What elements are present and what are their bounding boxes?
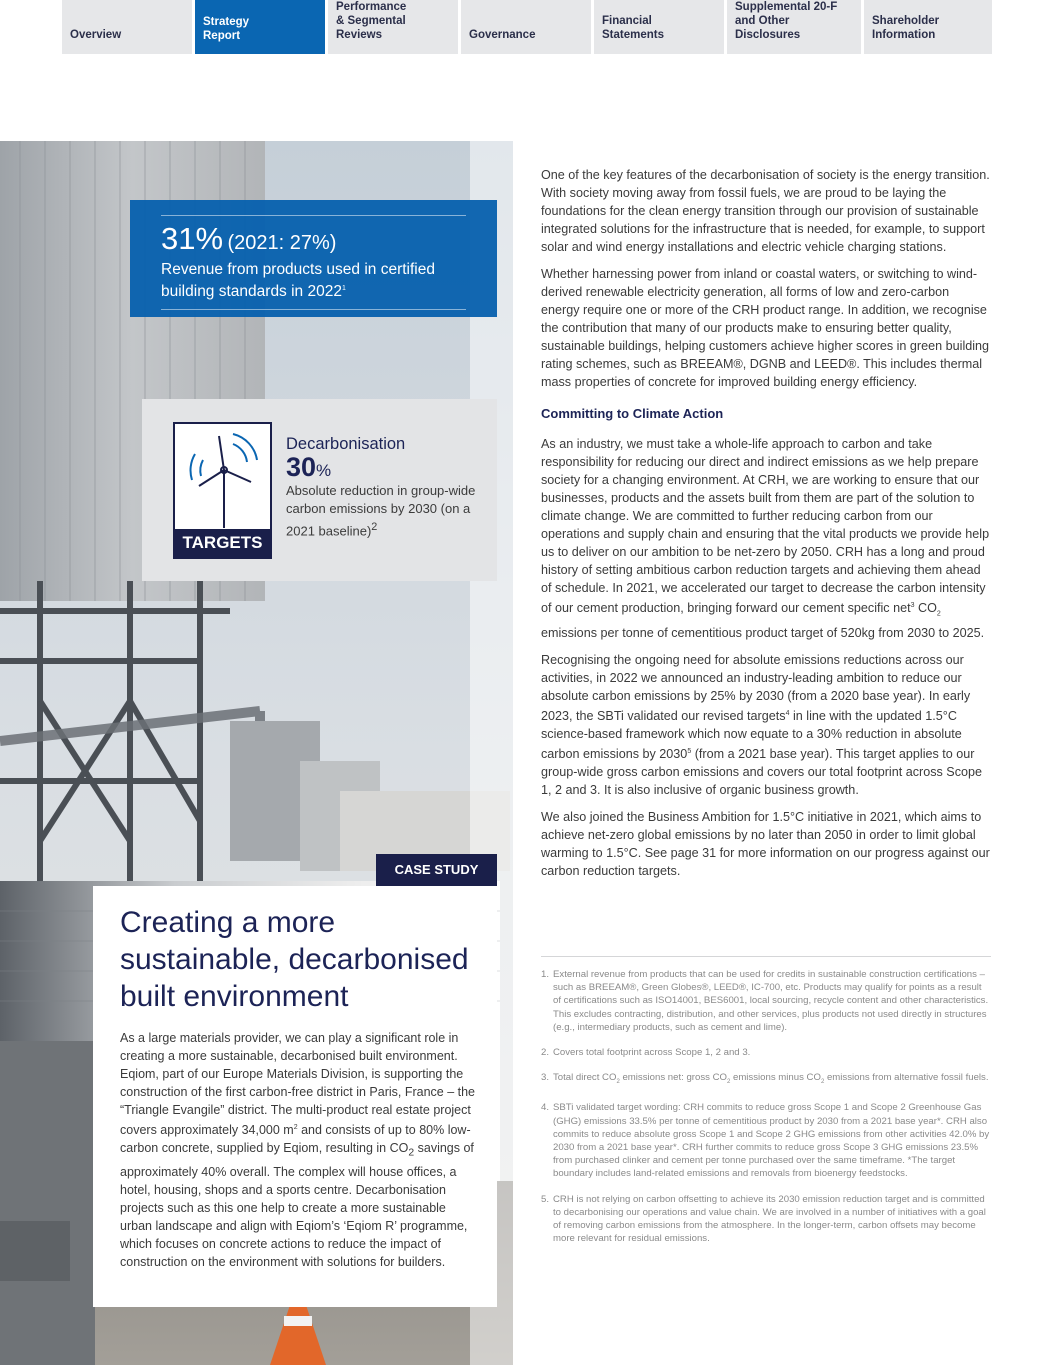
- subscript: 2: [820, 1079, 825, 1086]
- revenue-stat-box: [130, 200, 497, 317]
- target-description-text: Absolute reduction in group-wide carbon emissions by 2030 (on a 2021 baseline): [286, 483, 476, 539]
- body-paragraph: We also joined the Business Ambition for 1.5°C initiative in 2021, which aims to achieve net-zero global emissions by no later than 2050 in order to limit global warming to 1.5°C. See page 31 for more information on our progress against our carbon reduction targets.: [541, 810, 990, 879]
- tab-strategy-report[interactable]: [195, 0, 325, 54]
- text-part: emissions from alternative fossil fuels.: [824, 1072, 989, 1084]
- case-text-part: savings of approximately 40% overall. The complex will house offices, a hotel, housing, shops and a sports centre. Decarbonisation projects such as this one help to create a more sustainable urban landscape and align with Eqiom’s ‘Eqiom R’ programme, which focuses on concrete actions to reduce the impact of construction on the environment with solutions for builders.: [120, 1141, 474, 1269]
- tab-business-performance[interactable]: [328, 0, 458, 54]
- divider: [161, 309, 466, 310]
- text-part: Recognising the ongoing need for absolute emissions reductions across our activities, in 2022 we announced an industry-leading ambition to reduce our absolute carbon emissions by 25% by 2030 (from a 2020 base year). In early 2023, the SBTi validated our revised targets: [541, 652, 971, 723]
- footnote-number: 2.: [541, 1047, 550, 1059]
- stat-value-line: [161, 221, 466, 260]
- footnote-ref: 5: [687, 747, 692, 755]
- case-text-part: As a large materials provider, we can play a significant role in creating a more sustainable, decarbonised built environment. Eqiom, part of our Europe Materials Division, is supporting the construction of the first carbon-free district in Paris, France – the “Triangle Evangile” district. The multi-product real estate project covers approximately 34,000 m: [120, 1031, 476, 1138]
- footnote-number: 3.: [541, 1072, 550, 1084]
- body-paragraph: Whether harnessing power from inland or coastal waters, or switching to wind-derived renewable electricity generation, all forms of low and zero-carbon energy require one or more of the CRH product range. In addition, we recognise the contribution that many of our products make to ensuring better quality, sustainable buildings, helping customers achieve higher scores in green building rating schemes, such as BREEAM®, DGNB and LEED®. This includes thermal mass properties of concrete for improved building energy efficiency.: [541, 267, 990, 389]
- target-title: Decarbonisation: [286, 435, 406, 453]
- footnote-number: 1.: [541, 969, 550, 980]
- body-paragraph: [541, 435, 991, 642]
- footnotes-divider: [541, 956, 991, 957]
- text-part: CO: [914, 601, 937, 616]
- tab-label-line2: and Other Disclosures: [735, 15, 801, 41]
- tab-label-line1: Financial: [602, 15, 652, 27]
- target-description: [286, 482, 486, 540]
- footnote-item: [541, 1193, 991, 1246]
- tab-label-line2: & Segmental Reviews: [336, 15, 406, 41]
- section-heading: Committing to Climate Action: [541, 406, 724, 421]
- stat-prior-year: (2021: 27%): [227, 232, 337, 254]
- text-part: emissions net: gross CO: [619, 1072, 727, 1084]
- divider: [161, 215, 466, 216]
- subscript: 2: [726, 1079, 731, 1086]
- body-paragraph: [541, 651, 991, 799]
- case-study-text: [120, 1029, 477, 1271]
- tab-governance[interactable]: [461, 0, 591, 54]
- body-text-column: [541, 166, 991, 889]
- footnote-number: 5.: [541, 1193, 550, 1205]
- footnote-ref: 4: [785, 709, 790, 717]
- wind-turbine-icon: [173, 422, 272, 559]
- footnote-ref: 3: [910, 602, 915, 609]
- text-part: emissions minus CO: [730, 1072, 821, 1084]
- subscript: 2: [936, 610, 941, 618]
- section-nav: [62, 0, 992, 54]
- tab-label-line1: Performance: [336, 1, 407, 13]
- footnote-number: 4.: [541, 1102, 550, 1114]
- tab-label-line2: Report: [203, 30, 241, 42]
- footnote-text: Covers total footprint across Scope 1, 2 and 3.: [553, 1047, 751, 1059]
- tab-overview[interactable]: [62, 0, 192, 54]
- tab-label-line2: Governance: [469, 29, 536, 41]
- tab-label-line2: Overview: [70, 29, 122, 41]
- text-part: As an industry, we must take a whole-life approach to carbon and take responsibility for reducing our direct and indirect emissions as we help prepare society for a changing environment. At CRH, we are working to ensure that our businesses, products and the assets built from them are part of the solution to climate change. We are committed to further reducing carbon from our operations and supply chain and ensuring that the vital products we provide help us to deliver on our ambition to be net-zero by 2050. CRH has a long and proud history of setting ambitious carbon reduction targets and achieving them ahead of schedule. In 2021, we accelerated our target to decrease the carbon intensity of our cement production, bringing forward our cement specific net: [541, 437, 990, 616]
- superscript: 2: [293, 1124, 298, 1131]
- decarbonisation-target-box: [142, 399, 497, 581]
- case-study-card: [93, 886, 497, 1307]
- case-text-part: and consists of up to 80% low-carbon concrete, supplied by Eqiom, resulting in CO: [120, 1123, 471, 1156]
- tab-label-line1: Strategy: [203, 16, 250, 28]
- tab-label-line1: Shareholder: [872, 15, 940, 27]
- tab-supplemental-20f[interactable]: [727, 0, 861, 54]
- target-number: 30: [286, 452, 317, 482]
- text-part: in line with the updated 1.5°C science-based framework which now equate to a 30% reduction in absolute carbon emissions by 2030: [541, 708, 962, 762]
- case-study-title: Creating a more sustainable, decarbonised built environment: [120, 906, 469, 1013]
- tab-shareholder-information[interactable]: [864, 0, 992, 54]
- stat-value: 31%: [161, 221, 224, 256]
- stat-description: [161, 260, 466, 301]
- target-value: [286, 452, 331, 483]
- targets-label: TARGETS: [175, 529, 270, 557]
- text-part: (from a 2021 base year). This target applies to our group-wide gross carbon emissions and covers our total footprint across Scope 1, 2 and 3. It is also inclusive of organic business growth.: [541, 747, 983, 798]
- footnote-item: [541, 1071, 991, 1089]
- footnote-item: [541, 1046, 991, 1059]
- tab-label-line2: Statements: [602, 29, 664, 41]
- body-paragraph: One of the key features of the decarbonisation of society is the energy transition. With society moving away from fossil fuels, we are proud to be laying the foundations for the clean energy transition through our provision of sustainable integrated solutions for the infrastructure that is needed, for example, to support solar and wind energy installations and electric vehicle charging stations.: [541, 168, 990, 254]
- footnote-text: External revenue from products that can be used for credits in sustainable construction certifications – such as BREEAM®, Green Globes®, LEED®, IC-700, etc. Products may qualify for points as a result of certifications such as ISO14001, BES6001, local sourcing, recycle content and other characteristics. This excludes contracting, distribution, and other services, plus products not used directly in structures (e.g., intermediary products, such as cement and lime).: [553, 969, 989, 1033]
- footnotes: [541, 968, 991, 1257]
- footnote-text: SBTi validated target wording: CRH commits to reduce gross Scope 1 and Scope 2 Greenhouse Gas (GHG) emissions 33.5% per tonne of cementitious product by 2030 from a 2021 base year*. CRH also commits to reduce absolute gross Scope 1 and Scope 2 GHG emissions from other activities 42.0% by 2030 from a 2021 base year*. CRH further commits to reduce gross Scope 3 GHG emissions 23.5% from purchased clinker and cement per tonne purchased over the same timeframe. *The target boundary includes land-related emissions and removals from bioenergy feedstocks.: [553, 1102, 990, 1180]
- footnote-item: [541, 968, 991, 1034]
- tab-label-line1: Supplemental 20-F: [735, 1, 838, 13]
- case-study-tag: CASE STUDY: [376, 854, 497, 886]
- target-unit: %: [316, 461, 332, 480]
- text-part: Total direct CO: [553, 1072, 617, 1084]
- stat-description-text: Revenue from products used in certified building standards in 2022: [161, 261, 435, 301]
- subscript: 2: [616, 1079, 620, 1086]
- footnote-item: [541, 1101, 991, 1180]
- subscript: 2: [408, 1147, 415, 1159]
- tab-financial-statements[interactable]: [594, 0, 724, 54]
- tab-label-line2: Information: [872, 29, 936, 41]
- footnote-text: CRH is not relying on carbon offsetting to achieve its 2030 emission reduction target and is committed to decarbonising our operations and value chain. We are involved in a number of initiatives with a goal of removing carbon emissions from the atmosphere. In the longer-term, carbon offsets may become more relevant for residual emissions.: [553, 1193, 986, 1245]
- footnote-ref: 1: [341, 285, 346, 292]
- text-part: emissions per tonne of cementitious product target of 520kg from 2030 to 2025.: [541, 625, 985, 640]
- footnote-text: [553, 1071, 989, 1089]
- footnote-ref: 2: [371, 521, 378, 533]
